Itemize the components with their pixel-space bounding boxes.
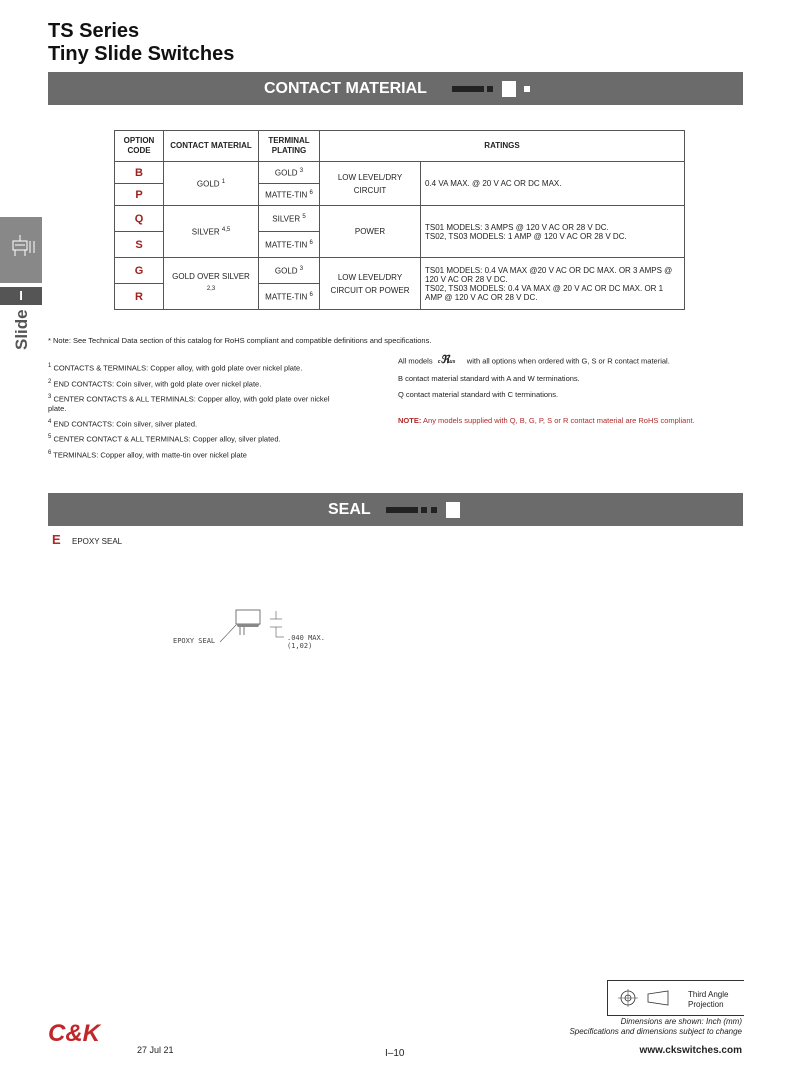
terminal-plating: MATTE-TIN $^6$ [259, 284, 320, 310]
series-subtitle: Tiny Slide Switches [48, 43, 235, 65]
projection-box [607, 980, 744, 1016]
projection-text: Third Angle Projection [688, 990, 729, 1009]
header-option-code: OPTION CODE [115, 131, 164, 162]
b-contact-note: B contact material standard with A and W terminations. [398, 374, 580, 383]
seal-bar [48, 493, 743, 526]
q-contact-note: Q contact material standard with C terminations. [398, 390, 559, 399]
header-contact-material: CONTACT MATERIAL [164, 131, 259, 162]
terminal-plating: MATTE-TIN $^6$ [259, 232, 320, 258]
terminal-plating: MATTE-TIN $^6$ [259, 184, 320, 206]
rating-text: TS01 MODELS: 0.4 VA MAX @20 V AC OR DC MAX. OR 3 AMPS @ 120 V AC OR 28 V DC. TS02, TS03 MODELS: 0.4 VA MAX @ 20 V AC OR DC MAX. OR 1 AMP @ 120 V AC OR 28 V DC. [421, 258, 685, 310]
footnote: $^6$ TERMINALS: Copper alloy, with matte-tin over nickel plate [48, 449, 247, 459]
drawing-label: EPOXY SEAL [173, 637, 216, 645]
rohs-compliance-note: NOTE: Any models supplied with Q, B, G, P, S or R contact material are RoHS compliant. [398, 416, 695, 425]
section-title: SEAL [328, 500, 371, 518]
rating-text: 0.4 VA MAX. @ 20 V AC OR DC MAX. [421, 162, 685, 206]
footnote-list [48, 362, 338, 459]
brand-logo: C&K [48, 1020, 100, 1047]
option-code: G [115, 258, 164, 284]
code-graphic [386, 507, 466, 513]
footnote: $^4$ END CONTACTS: Coin silver, silver plated. [48, 418, 198, 428]
rohs-note: * Note: See Technical Data section of this catalog for RoHS compliant and compatible definitions and specifications. [48, 336, 432, 345]
ul-logo-icon: cℜus [437, 354, 456, 366]
contact-material-bar [48, 72, 743, 105]
contact-material: GOLD $^1$ [164, 162, 259, 206]
option-code: B [115, 162, 164, 184]
seal-code: E [52, 532, 61, 547]
contact-material: GOLD OVER SILVER $^{2,3}$ [164, 258, 259, 310]
footnote: $^5$ CENTER CONTACT & ALL TERMINALS: Copper alloy, silver plated. [48, 434, 281, 444]
ul-note: All models cℜus with all options when ordered with G, S or R contact material. [398, 354, 670, 366]
header-terminal-plating: TERMINAL PLATING [259, 131, 320, 162]
side-tab-letter: I [0, 287, 42, 305]
side-tab [0, 217, 42, 283]
terminal-plating: GOLD $^3$ [259, 162, 320, 184]
footnote: $^2$ END CONTACTS: Coin silver, with gold plate over nickel plate. [48, 378, 262, 388]
switch-icon [0, 217, 42, 283]
dimension-note: Dimensions are shown: Inch (mm) Specifications and dimensions subject to change [569, 1017, 742, 1036]
circuit-type: LOW LEVEL/DRY CIRCUIT OR POWER [320, 258, 421, 310]
seal-label: EPOXY SEAL [72, 537, 123, 546]
footnote: $^1$ CONTACTS & TERMINALS: Copper alloy, with gold plate over nickel plate. [48, 363, 303, 373]
header-ratings: RATINGS [320, 131, 685, 162]
circuit-type: POWER [320, 206, 421, 258]
option-code: Q [115, 206, 164, 232]
terminal-plating: SILVER $^5$ [259, 206, 320, 232]
ratings-table [114, 130, 685, 310]
option-code: S [115, 232, 164, 258]
series-title: TS Series [48, 20, 140, 42]
dimension-label: .040 MAX. (1,02) [287, 634, 325, 650]
website-url[interactable]: www.ckswitches.com [639, 1045, 742, 1056]
option-code: P [115, 184, 164, 206]
third-angle-projection-icon [618, 989, 678, 1007]
option-code: R [115, 284, 164, 310]
circuit-type: LOW LEVEL/DRY CIRCUIT [320, 162, 421, 206]
section-title: CONTACT MATERIAL [264, 79, 427, 97]
terminal-plating: GOLD $^3$ [259, 258, 320, 284]
footnote: $^3$ CENTER CONTACTS & ALL TERMINALS: Copper alloy, with gold plate over nickel plate. [48, 394, 330, 413]
page-number: I–10 [385, 1048, 405, 1059]
side-tab-label: Slide [12, 309, 31, 350]
code-graphic [452, 86, 542, 92]
publish-date: 27 Jul 21 [137, 1045, 174, 1055]
contact-material: SILVER $^{4,5}$ [164, 206, 259, 258]
rating-text: TS01 MODELS: 3 AMPS @ 120 V AC OR 28 V DC. TS02, TS03 MODELS: 1 AMP @ 120 V AC OR 28 V DC. [421, 206, 685, 258]
